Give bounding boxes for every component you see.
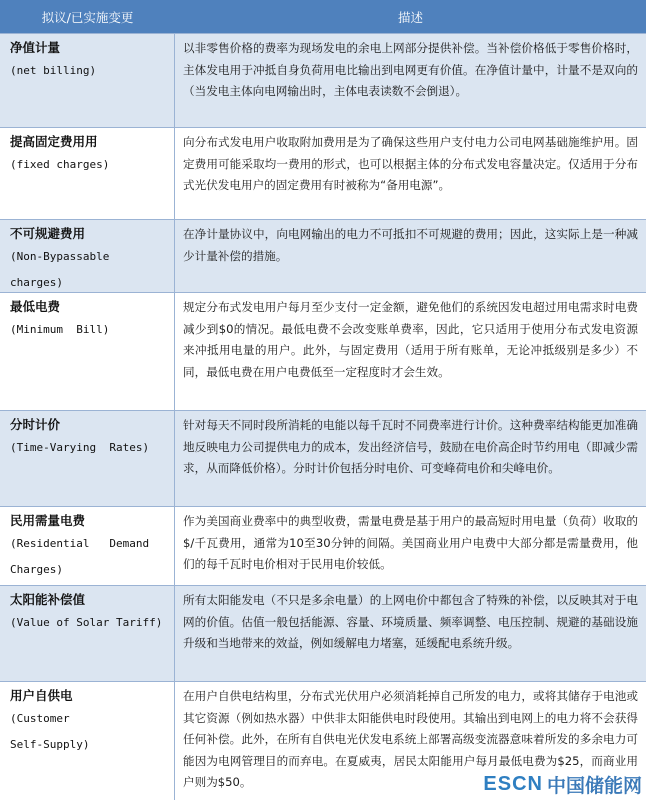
row-english: (Customer Self-Supply)	[10, 712, 90, 751]
row-description: 向分布式发电用户收取附加费用是为了确保这些用户支付电力公司电网基础施维护用。固定费用可能采取均一费用的形式，也可以根据主体的分布式发电容量决定。仅适用于分布式光伏发电用户的固定费用有时被称为“备用电源”。	[183, 135, 638, 193]
header-col-change: 拟议/已实施变更	[41, 9, 134, 25]
row-english: (Non-Bypassable charges)	[10, 250, 123, 289]
table-row	[0, 506, 646, 585]
row-description: 作为美国商业费率中的典型收费，需量电费是基于用户的最高短时用电量（负荷）收取的 $/千瓦费用，通常为10至30分钟的间隔。美国商业用户电费中大部分都是需量费用，他们的每千瓦时电价相对于民用电价较低。	[183, 514, 638, 572]
table-row	[0, 585, 646, 681]
row-description: 在净计量协议中，向电网输出的电力不可抵扣不可规避的费用；因此，这实际上是一种减少计量补偿的措施。	[183, 227, 638, 263]
table-row	[0, 292, 646, 410]
row-english: (net billing)	[10, 64, 97, 77]
row-description: 规定分布式发电用户每月至少支付一定金额，避免他们的系统因发电超过用电需求时电费减少到$0的情况。最低电费不会改变账单费率，因此，它只适用于使用分布式发电资源来冲抵用电量的用户。此外，与固定费用（适用于所有账单，无论冲抵级别是多少）不同，最低电费在用户电费低至一定程度时才会生效。	[183, 300, 638, 379]
table-row	[0, 127, 646, 219]
watermark	[483, 771, 642, 798]
header-col-description: 描述	[397, 9, 423, 25]
row-english: (Time-Varying Rates)	[10, 441, 150, 454]
row-term: 最低电费	[10, 299, 61, 314]
row-term: 净值计量	[10, 40, 61, 55]
row-english: (Minimum Bill)	[10, 323, 110, 336]
row-term: 分时计价	[10, 417, 61, 432]
row-term: 太阳能补偿值	[10, 592, 86, 607]
row-english: (Value of Solar Tariff)	[10, 616, 163, 629]
row-term: 用户自供电	[10, 688, 73, 703]
table-row	[0, 33, 646, 127]
table-row	[0, 410, 646, 506]
watermark-text: 中国储能网	[546, 775, 642, 797]
row-english: (Residential Demand Charges)	[10, 537, 156, 576]
watermark-logo: ESCN	[483, 773, 543, 795]
row-term: 提高固定费用用	[10, 134, 98, 149]
table-header	[0, 0, 646, 33]
row-term: 不可规避费用	[10, 226, 86, 241]
row-term: 民用需量电费	[10, 513, 86, 528]
row-english: (fixed charges)	[10, 158, 110, 171]
row-description: 所有太阳能发电（不只是多余电量）的上网电价中都包含了特殊的补偿，以反映其对于电网的价值。估值一般包括能源、容量、环境质量、频率调整、电压控制、规避的基础设施升级和当地带来的效益，例如缓解电力堵塞，延缓配电系统升级。	[183, 593, 638, 651]
row-description: 针对每天不同时段所消耗的电能以每千瓦时不同费率进行计价。这种费率结构能更加准确地反映电力公司提供电力的成本，发出经济信号，鼓励在电价高企时节约用电（即减少需求，从而降低价格）。分时计价包括分时电价、可变峰荷电价和尖峰电价。	[183, 418, 638, 476]
row-description: 在用户自供电结构里，分布式光伏用户必须消耗掉自己所发的电力，或将其储存于电池或其它资源（例如热水器）中供非太阳能供电时段使用。其输出到电网上的电力将不会获得任何补偿。此外，在所有自供电光伏发电系统上部署高级变流器意味着所发的多余电力可能因为电网管理目的而弃电。在夏威夷，居民太阳能用户每月最低电费为$25，而商业用户则为$50。	[183, 689, 638, 790]
row-description: 以非零售价格的费率为现场发电的余电上网部分提供补偿。当补偿价格低于零售价格时，主体发电用于冲抵自身负荷用电比输出到电网更有价值。在净值计量中，计量不是双向的（当发电主体向电网输出时，主体电表读数不会倒退）。	[183, 41, 638, 99]
table-row	[0, 219, 646, 292]
